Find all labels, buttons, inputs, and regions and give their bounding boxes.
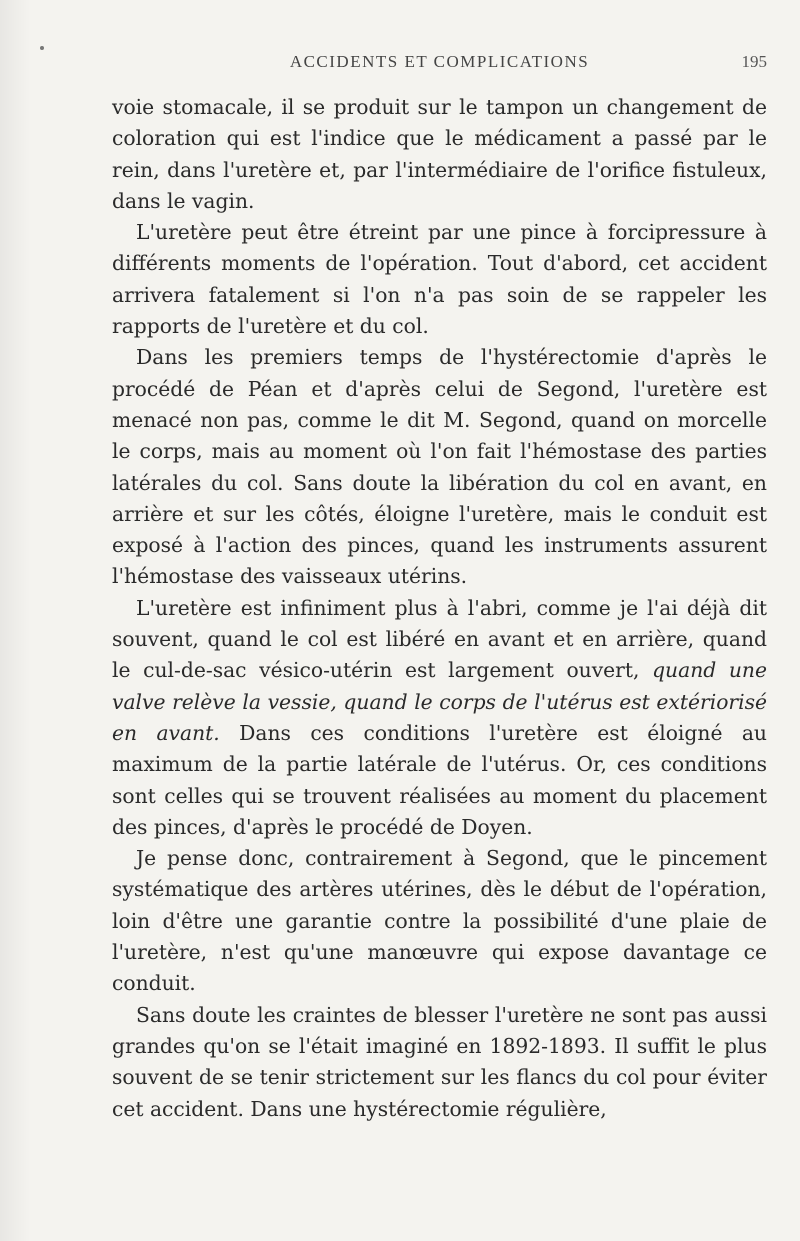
body-text	[112, 92, 767, 1125]
speck	[40, 46, 44, 50]
running-head	[112, 50, 767, 74]
paragraph-4-end: Dans ces conditions l'uretère est éloigné au maximum de la partie latérale de l'utérus. Or, ces conditions sont celles qui se trouvent réalisées au moment du placement des pinces, d'après le procédé de Doyen.	[112, 720, 767, 839]
paragraph-4	[112, 593, 767, 843]
paragraph-2: L'uretère peut être étreint par une pince à forcipressure à différents moments de l'opération. Tout d'abord, cet accident arrivera fatalement si l'on n'a pas soin de se rappeler les rapports de l'uretère et du col.	[112, 220, 767, 339]
page-number: 195	[741, 52, 767, 71]
paragraph-5: Je pense donc, contrairement à Segond, que le pincement systématique des artères utérines, dès le début de l'opération, loin d'être une garantie contre la possibilité d'une plaie de l'uretère, n'est qu'une manœuvre qui expose davantage ce conduit.	[112, 846, 767, 996]
paragraph-4-start: L'uretère est infiniment plus à l'abri, comme je l'ai déjà dit souvent, quand le col est libéré en avant et en arrière, quand le cul-de-sac vésico-utérin est largement ouvert,	[112, 595, 767, 683]
paragraph-4-italic: quand une valve relève la vessie, quand le corps de l'utérus est extériorisé en avant.	[112, 658, 767, 745]
paragraph-3: Dans les premiers temps de l'hystérectomie d'après le procédé de Péan et d'après celui de Segond, l'uretère est menacé non pas, comme le dit M. Segond, quand on morcelle le corps, mais au moment où l'on fait l'hémostase des parties latérales du col. Sans doute la libération du col en avant, en arrière et sur les côtés, éloigne l'uretère, mais le conduit est exposé à l'action des pinces, quand les instruments assurent l'hémostase des vaisseaux utérins.	[112, 345, 767, 589]
paragraph-6: Sans doute les craintes de blesser l'uretère ne sont pas aussi grandes qu'on se l'était imaginé en 1892-1893. Il suffit le plus souvent de se tenir strictement sur les flancs du col pour éviter cet accident. Dans une hystérectomie régulière,	[112, 1002, 767, 1121]
paragraph-1: voie stomacale, il se produit sur le tampon un changement de coloration qui est l'indice que le médicament a passé par le rein, dans l'uretère et, par l'intermédiaire de l'orifice fistuleux, dans le vagin.	[112, 95, 767, 213]
running-title: ACCIDENTS ET COMPLICATIONS	[289, 52, 590, 71]
